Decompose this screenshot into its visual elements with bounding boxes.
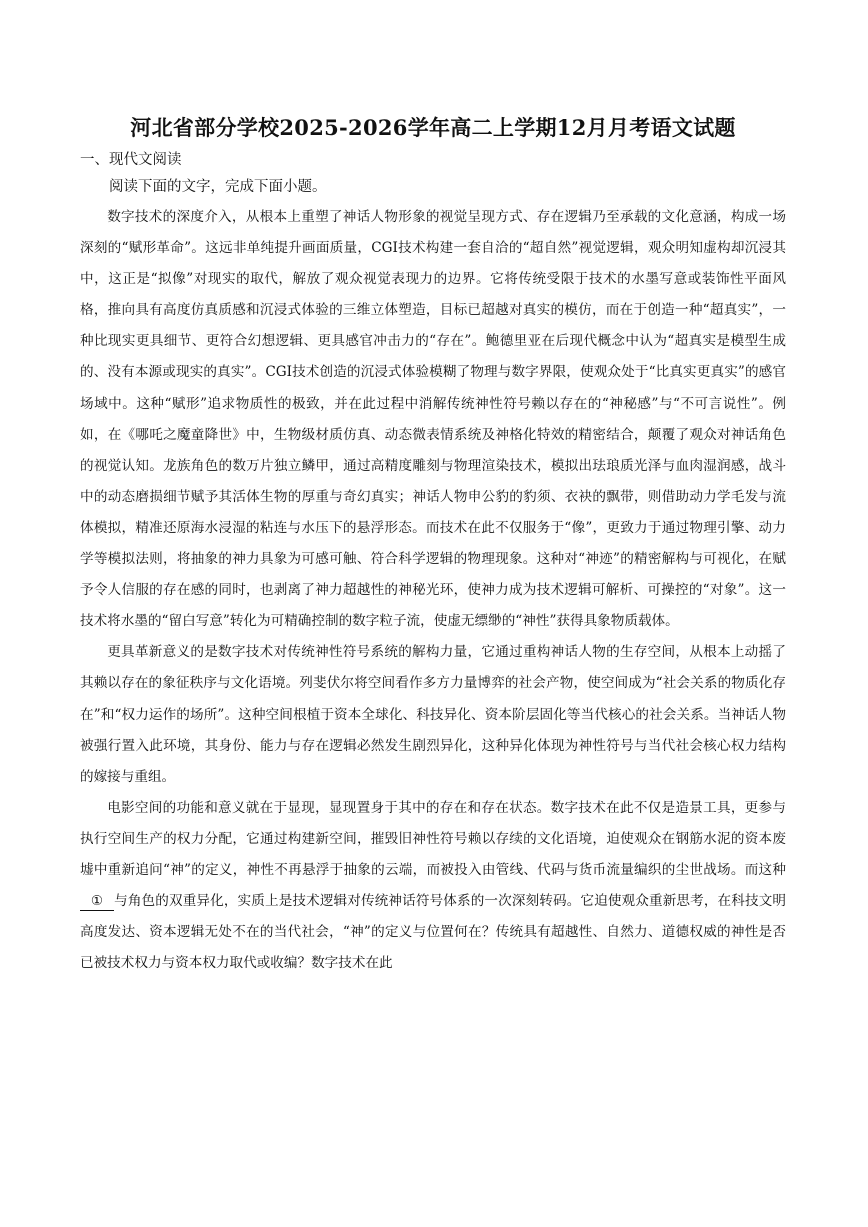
- paragraph-3-text-before-blank: 电影空间的功能和意义就在于显现，显现置身于其中的存在和存在状态。数字技术在此不仅是造景工具，更参与执行空间生产的权力分配，它通过构建新空间，摧毁旧神性符号赖以存续的文化语境，迫使观众在钢筋水泥的资本废墟中重新追问“神”的定义，神性不再悬浮于抽象的云端，而被投入由管线、代码与货币流量编织的尘世战场。而这种: [80, 799, 786, 878]
- reading-instruction: 阅读下面的文字，完成下面小题。: [109, 179, 327, 195]
- passage-paragraph-1: 数字技术的深度介入，从根本上重塑了神话人物形象的视觉呈现方式、存在逻辑乃至承载的文化意涵，构成一场深刻的“赋形革命”。这远非单纯提升画面质量，CGI技术构建一套自洽的“超自然”视觉逻辑，观众明知虚构却沉浸其中，这正是“拟像”对现实的取代，解放了观众视觉表现力的边界。它将传统受限于技术的水墨写意或装饰性平面风格，推向具有高度仿真质感和沉浸式体验的三维立体塑造，目标已超越对真实的模仿，而在于创造一种“超真实”，一种比现实更具细节、更符合幻想逻辑、更具感官冲击力的“存在”。鲍德里亚在后现代概念中认为“超真实是模型生成的、没有本源或现实的真实”。CGI技术创造的沉浸式体验模糊了物理与数字界限，使观众处于“比真实更真实”的感官场域中。这种“赋形”追求物质性的极致，并在此过程中消解传统神性符号赖以存在的“神秘感”与“不可言说性”。例如，在《哪吒之魔童降世》中，生物级材质仿真、动态微表情系统及神格化特效的精密结合，颠覆了观众对神话角色的视觉认知。龙族角色的数万片独立鳞甲，通过高精度雕刻与物理渲染技术，模拟出珐琅质光泽与血肉湿润感，战斗中的动态磨损细节赋予其活体生物的厚重与奇幻真实；神话人物申公豹的豹须、衣袂的飘带，则借助动力学毛发与流体模拟，精准还原海水浸湿的粘连与水压下的悬浮形态。而技术在此不仅服务于“像”，更致力于通过物理引擎、动力学等模拟法则，将抽象的神力具象为可感可触、符合科学逻辑的物理现象。这种对“神迹”的精密解构与可视化，在赋予令人信服的存在感的同时，也剥离了神力超越性的神秘光环，使神力成为技术逻辑可解析、可操控的“对象”。这一技术将水墨的“留白写意”转化为可精确控制的数字粒子流，使虚无缥缈的“神性”获得具象物质载体。: [80, 209, 786, 630]
- passage-paragraph-3: [80, 793, 786, 980]
- paragraph-3-text-after-blank: 与角色的双重异化，实质上是技术逻辑对传统神话符号体系的一次深刻转码。它迫使观众重新思考，在科技文明高度发达、资本逻辑无处不在的当代社会，“神”的定义与位置何在？传统具有超越性、自然力、道德权威的神性是否已被技术权力与资本权力取代或收编？数字技术在此: [80, 893, 786, 972]
- document-title: 河北省部分学校2025-2026学年高二上学期12月月考语文试题: [130, 115, 736, 140]
- section-heading: 一、现代文阅读: [80, 152, 182, 168]
- document-page: [80, 110, 786, 979]
- passage-paragraph-2: 更具革新意义的是数字技术对传统神性符号系统的解构力量，它通过重构神话人物的生存空间，从根本上动摇了其赖以存在的象征秩序与文化语境。列斐伏尔将空间看作多方力量博弈的社会产物，使空间成为“社会关系的物质化存在”和“权力运作的场所”。这种空间根植于资本全球化、科技异化、资本阶层固化等当代核心的社会关系。当神话人物被强行置入此环境，其身份、能力与存在逻辑必然发生剧烈异化，这种异化体现为神性符号与当代社会核心权力结构的嫁接与重组。: [80, 644, 786, 785]
- fill-in-blank-1: ①: [80, 892, 114, 911]
